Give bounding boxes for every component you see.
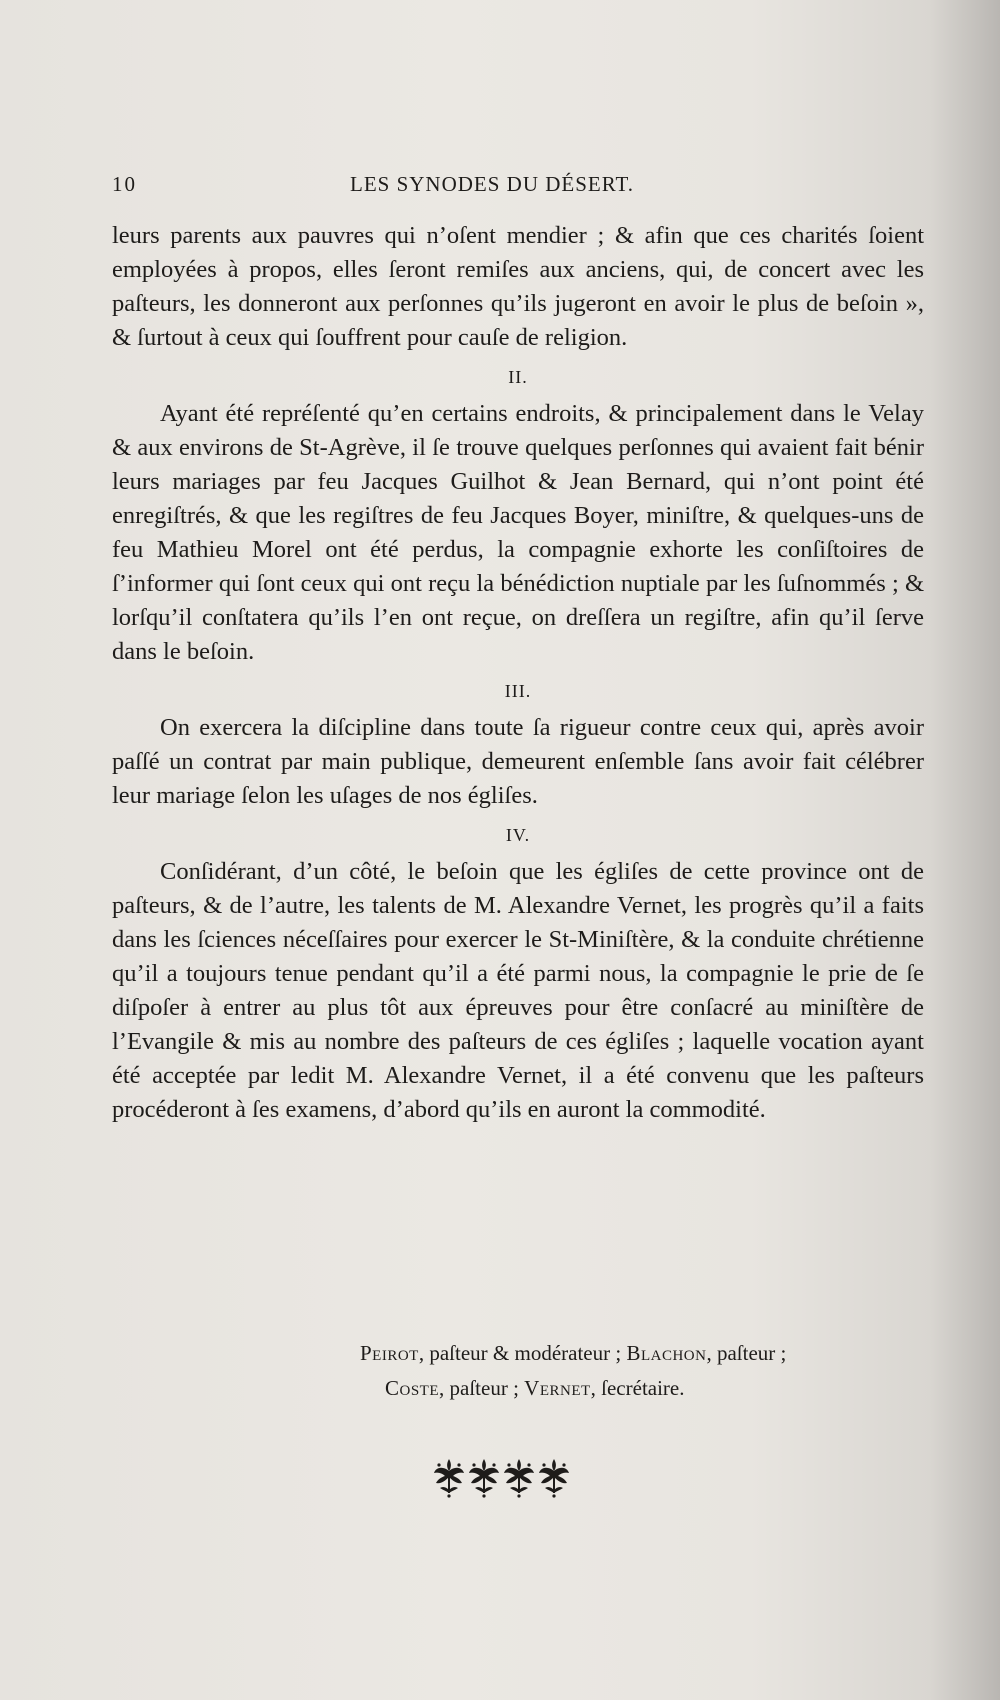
signature-line-2 (360, 1371, 920, 1406)
body-text (112, 219, 924, 1127)
section-text-2: Ayant été repréſenté qu’en certains endroits, & principalement dans le Velay & aux environs de St-Agrève, il ſe trouve quelques perſonnes qui avaient fait bénir leurs mariages par feu Jacques Guilhot & Jean Bernard, qui n’ont point été enregiſtrés, & que les regiſtres de feu Jacques Boyer, miniſtre, & quelques-uns de feu Mathieu Morel ont été perdus, la compagnie exhorte les conſiſtoires de ſ’informer qui ſont ceux qui ont reçu la bénédiction nuptiale par les ſuſnommés ; & lorſqu’il conſtatera qu’ils l’en ont reçue, on dreſſera un regiſtre, afin qu’il ſerve dans le beſoin. (112, 400, 924, 665)
continuation-paragraph: leurs parents aux pauvres qui n’oſent mendier ; & afin que ces charités ſoient employées à propos, elles ſeront remiſes aux anciens, qui, de concert avec les paſteurs, les donneront aux perſonnes qu’ils jugeront en avoir le plus de beſoin », & ſurtout à ceux qui ſouffrent pour cauſe de religion. (112, 222, 924, 351)
section-numeral-3: III. (504, 681, 532, 701)
signatory-role: , paſteur ; (706, 1341, 787, 1365)
signatory-role: , paſteur ; (439, 1376, 525, 1400)
signatory-role: , paſteur & modérateur ; (418, 1341, 627, 1365)
page-number: 10 (112, 172, 137, 196)
section-text-3: On exercera la diſcipline dans toute ſa rigueur contre ceux qui, après avoir paſſé un contrat par main publique, demeurent enſemble ſans avoir fait célébrer leur mariage ſelon les uſages de nos égliſes. (112, 714, 924, 809)
signatory-name: Blachon (626, 1341, 707, 1365)
signature-line-1 (360, 1336, 920, 1371)
signature-block (360, 1336, 920, 1406)
signatory-role: , ſecrétaire. (590, 1376, 685, 1400)
signatory-name: Peirot (360, 1341, 419, 1365)
section-text-4: Conſidérant, d’un côté, le beſoin que les égliſes de cette province ont de paſteurs, & de l’autre, les talents de M. Alexandre Vernet, les progrès qu’il a faits dans les ſciences néceſſaires pour exercer le St-Miniſtère, & la conduite chrétienne qu’il a toujours tenue pendant qu’il a été parmi nous, la compagnie le prie de ſe diſpoſer à entrer au plus tôt aux épreuves pour être conſacré au miniſtère de l’Evangile & mis au nombre des paſteurs de ces égliſes ; laquelle vocation ayant été acceptée par ledit M. Alexandre Vernet, il a été convenu que les paſteurs procéderont à ſes examens, d’abord qu’ils en auront la commodité. (112, 858, 924, 1123)
running-title: LES SYNODES DU DÉSERT. (350, 172, 635, 196)
page-header (112, 172, 924, 198)
signatory-name: Vernet (524, 1376, 591, 1400)
section-numeral-4: IV. (505, 825, 531, 845)
signatory-name: Coste (385, 1376, 440, 1400)
section-numeral-2: II. (508, 367, 528, 387)
fleuron-ornament-icon (432, 1455, 572, 1499)
